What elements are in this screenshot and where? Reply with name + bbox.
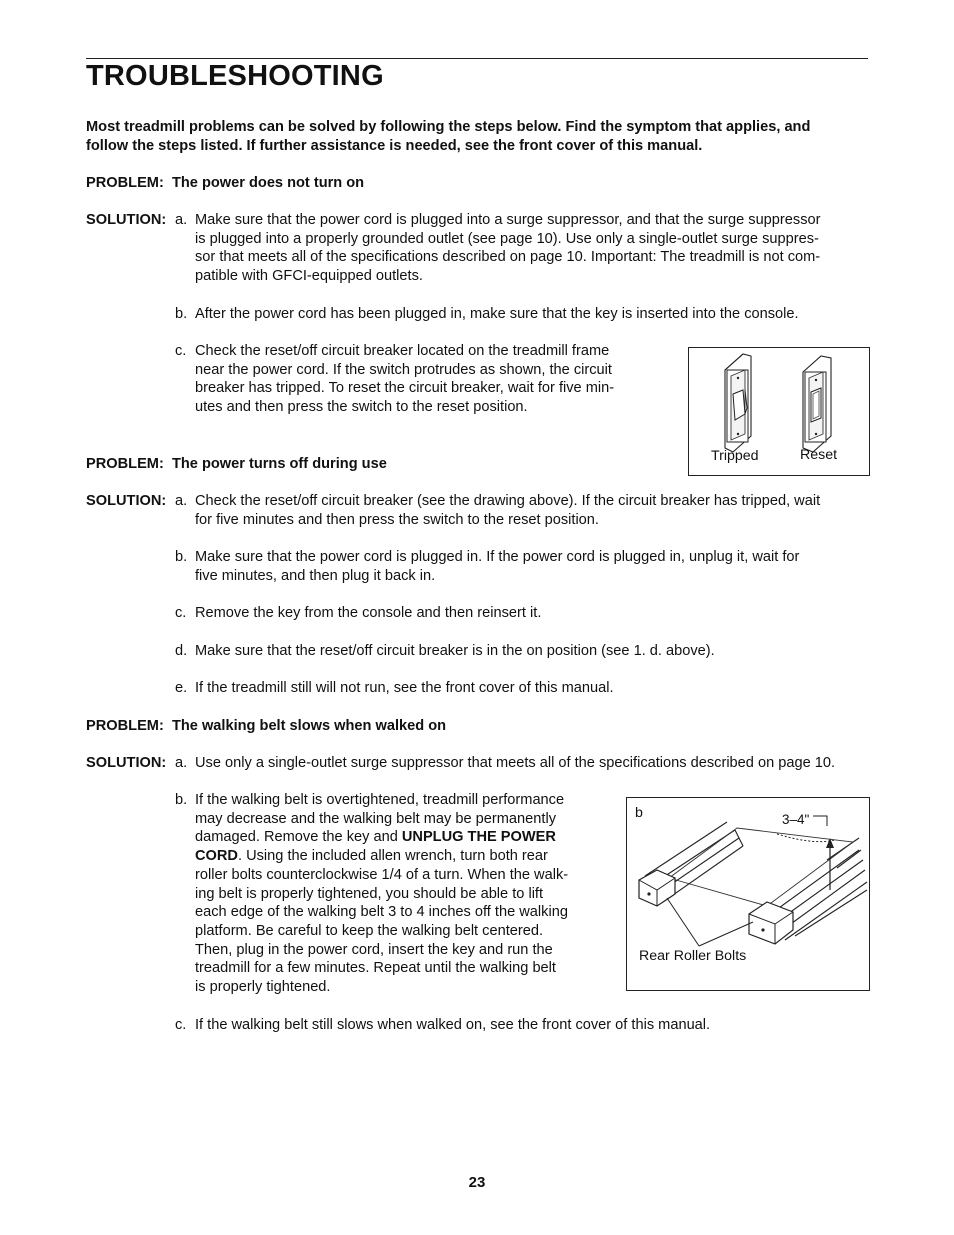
solution-label: SOLUTION: [86,212,167,228]
rear-roller-bolts-label: Rear Roller Bolts [639,948,747,964]
right-roller-bolt-icon [749,902,793,944]
page-number: 23 [468,1174,486,1191]
step-marker: a. [175,212,188,228]
step-marker: c. [175,1017,187,1033]
step-marker: b. [175,306,188,322]
step-text: Check the reset/off circuit breaker located on the treadmill frame near the power cord. If the switch protrudes as shown, the circuit breaker has tripped. To reset the circuit breaker, wait for five min- utes and then press the switch to the reset position. [195,343,615,416]
circuit-breaker-figure [688,347,870,476]
step-marker: d. [175,643,188,659]
reset-switch-icon [803,356,831,452]
step-text: Make sure that the power cord is plugged in. If the power cord is plugged in, unplug it, wait for five minutes, and then plug it back in. [195,549,800,584]
problem-1 [86,174,364,193]
step-marker: a. [175,493,188,509]
problem-2 [86,455,387,474]
step-text: If the walking belt is overtightened, treadmill performance may decrease and the walking belt may be permanently damaged. Remove the key and UNPLUG THE POWER CORD. Using the included allen wrench, turn both rear roller bolts counterclockwise 1/4 of a turn. When the walk- ing belt is properly tightened, you should be able to lift each edge of the walking belt 3 to 4 inches off the walking platform. Be careful to keep the walking belt centered. Then, plug in the power cord, insert the key and run the treadmill for a few minutes. Repeat until the walking belt is properly tightened. [195,792,569,996]
step-marker: a. [175,755,188,771]
lift-arrow-icon [813,816,834,890]
step-text: Remove the key from the console and then reinsert it. [195,605,542,621]
step-marker: c. [175,343,187,359]
step-text: Make sure that the power cord is plugged into a surge suppressor, and that the surge suppressor is plugged into a properly grounded outlet (see page 10). Use only a single-outlet surge suppres- sor that meets all of the specifications described on page 10. Important: The treadmill is not com- patible with GFCI-equipped outlets. [195,212,821,285]
figure-letter: b [635,805,643,821]
page-title: TROUBLESHOOTING [86,60,384,92]
problem-text: The power turns off during use [171,456,387,472]
solution-label: SOLUTION: [86,755,167,771]
lift-measure-label: 3–4" [782,812,810,827]
step-marker: e. [175,680,188,696]
problem-3 [86,717,446,736]
header-rule [86,58,868,59]
step-text: Make sure that the reset/off circuit breaker is in the on position (see 1. d. above). [195,643,715,659]
problem-label: PROBLEM: [86,175,164,191]
walking-belt-figure [626,797,870,991]
problem-label: PROBLEM: [86,718,164,734]
step-marker: c. [175,605,187,621]
reset-label: Reset [800,447,838,463]
step-text: If the treadmill still will not run, see the front cover of this manual. [195,680,614,696]
step-text: If the walking belt still slows when walked on, see the front cover of this manual. [195,1017,711,1033]
cord-emphasis: CORD [195,848,238,865]
step-text: After the power cord has been plugged in, make sure that the key is inserted into the console. [195,306,799,322]
problem-label: PROBLEM: [86,456,164,472]
step-marker: b. [175,792,188,808]
left-roller-bolt-icon [639,870,675,906]
tripped-label: Tripped [711,448,759,464]
step-text: Check the reset/off circuit breaker (see the drawing above). If the circuit breaker has tripped, wait for five minutes and then press the switch to the reset position. [195,493,821,528]
tripped-switch-icon [725,354,751,452]
step-text: Use only a single-outlet surge suppressor that meets all of the specifications described on page 10. [195,755,836,771]
problem-text: The walking belt slows when walked on [171,718,447,734]
unplug-emphasis: UNPLUG THE POWER [401,829,556,846]
problem-text: The power does not turn on [171,175,365,191]
solution-label: SOLUTION: [86,493,167,509]
step-marker: b. [175,549,188,565]
intro-line-2: follow the steps listed. If further assistance is needed, see the front cover of this manual. [86,138,703,154]
intro-line-1: Most treadmill problems can be solved by following the steps below. Find the symptom that applies, and [86,119,811,135]
